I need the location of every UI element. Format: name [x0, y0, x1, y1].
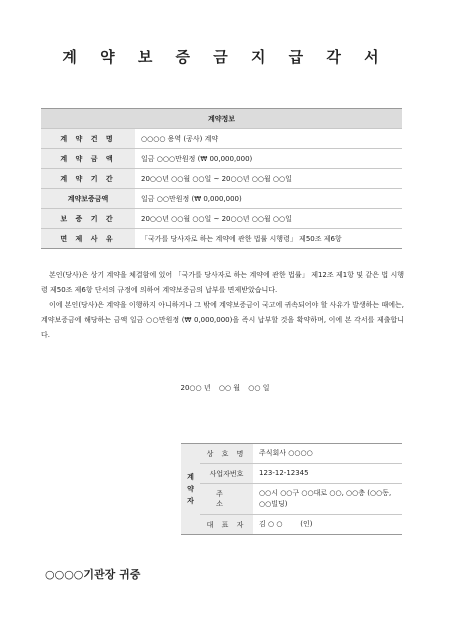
- company-name-value: 주식회사 ○○○○: [253, 444, 402, 464]
- guarantee-period-label: 보 증 기 간: [41, 209, 135, 229]
- business-number-value: 123-12-12345: [253, 464, 402, 484]
- representative-label: 대 표 자: [200, 515, 253, 535]
- table-row: [41, 169, 402, 189]
- side-char: 계: [187, 473, 194, 481]
- company-name-label: 상 호 명: [200, 444, 253, 464]
- document-date: [0, 383, 450, 393]
- contract-period-label: 계 약 기 간: [41, 169, 135, 189]
- exemption-reason-value: 「국가를 당사자로 하는 계약에 관한 법률 시행령」 제50조 제6항: [135, 229, 402, 249]
- side-char: 약: [187, 485, 194, 493]
- pledge-paragraph-1: 본인(당사)은 상기 계약을 체결함에 있어 「국가를 당사자로 하는 계약에 관한 법률」 제12조 제1항 및 같은 법 시행령 제50조 제6항 단서의 규정에 의하여 계약보증금의 납부를 면제받았습니다.: [41, 271, 404, 294]
- table-row: [41, 149, 402, 169]
- contract-name-label: 계 약 건 명: [41, 129, 135, 149]
- deposit-amount-label: 계약보증금액: [41, 189, 135, 209]
- guarantee-period-value: 20○○년 ○○월 ○○일 ~ 20○○년 ○○월 ○○일: [135, 209, 402, 229]
- side-char: 자: [187, 497, 194, 505]
- date-year: 20○○ 년: [180, 384, 211, 392]
- contractor-table: [181, 443, 402, 535]
- contract-info-header: 계약정보: [41, 109, 402, 129]
- representative-value: 김 ○ ○ (인): [253, 515, 402, 535]
- table-row: [181, 515, 402, 535]
- contractor-side-label: [181, 444, 200, 535]
- business-number-label: 사업자번호: [200, 464, 253, 484]
- table-row: [41, 209, 402, 229]
- table-row: [181, 464, 402, 484]
- document-title: 계 약 보 증 금 지 급 각 서: [62, 48, 388, 66]
- contract-name-value: ○○○○ 용역 (공사) 계약: [135, 129, 402, 149]
- recipient: ○○○○기관장 귀중: [45, 568, 141, 581]
- table-row: [181, 444, 402, 464]
- date-day: ○○ 일: [248, 384, 270, 392]
- pledge-paragraph-2: 이에 본인(당사)은 계약을 이행하지 아니하거나 그 밖에 계약보증금이 국고에 귀속되어야 할 사유가 발생하는 때에는, 계약보증금에 해당하는 금액 일금 ○○만원정 (₩ 0,000,000)을 즉시 납부할 것을 확약하며, 이에 본 각서를 제출합니다.: [41, 301, 404, 339]
- address-value: ○○시 ○○구 ○○대로 ○○, ○○층 (○○동, ○○빌딩): [253, 484, 402, 515]
- contract-amount-label: 계 약 금 액: [41, 149, 135, 169]
- exemption-reason-label: 면 제 사 유: [41, 229, 135, 249]
- table-row: [41, 229, 402, 249]
- table-row: [41, 129, 402, 149]
- table-row: [41, 189, 402, 209]
- contract-info-table: [41, 108, 402, 249]
- contract-amount-value: 일금 ○○○만원정 (₩ 00,000,000): [135, 149, 402, 169]
- date-month: ○○ 월: [218, 384, 241, 392]
- table-row: [181, 484, 402, 515]
- address-label: 주 소: [200, 484, 253, 515]
- deposit-amount-value: 일금 ○○만원정 (₩ 0,000,000): [135, 189, 402, 209]
- pledge-body: [41, 268, 404, 343]
- contract-period-value: 20○○년 ○○월 ○○일 ~ 20○○년 ○○월 ○○일: [135, 169, 402, 189]
